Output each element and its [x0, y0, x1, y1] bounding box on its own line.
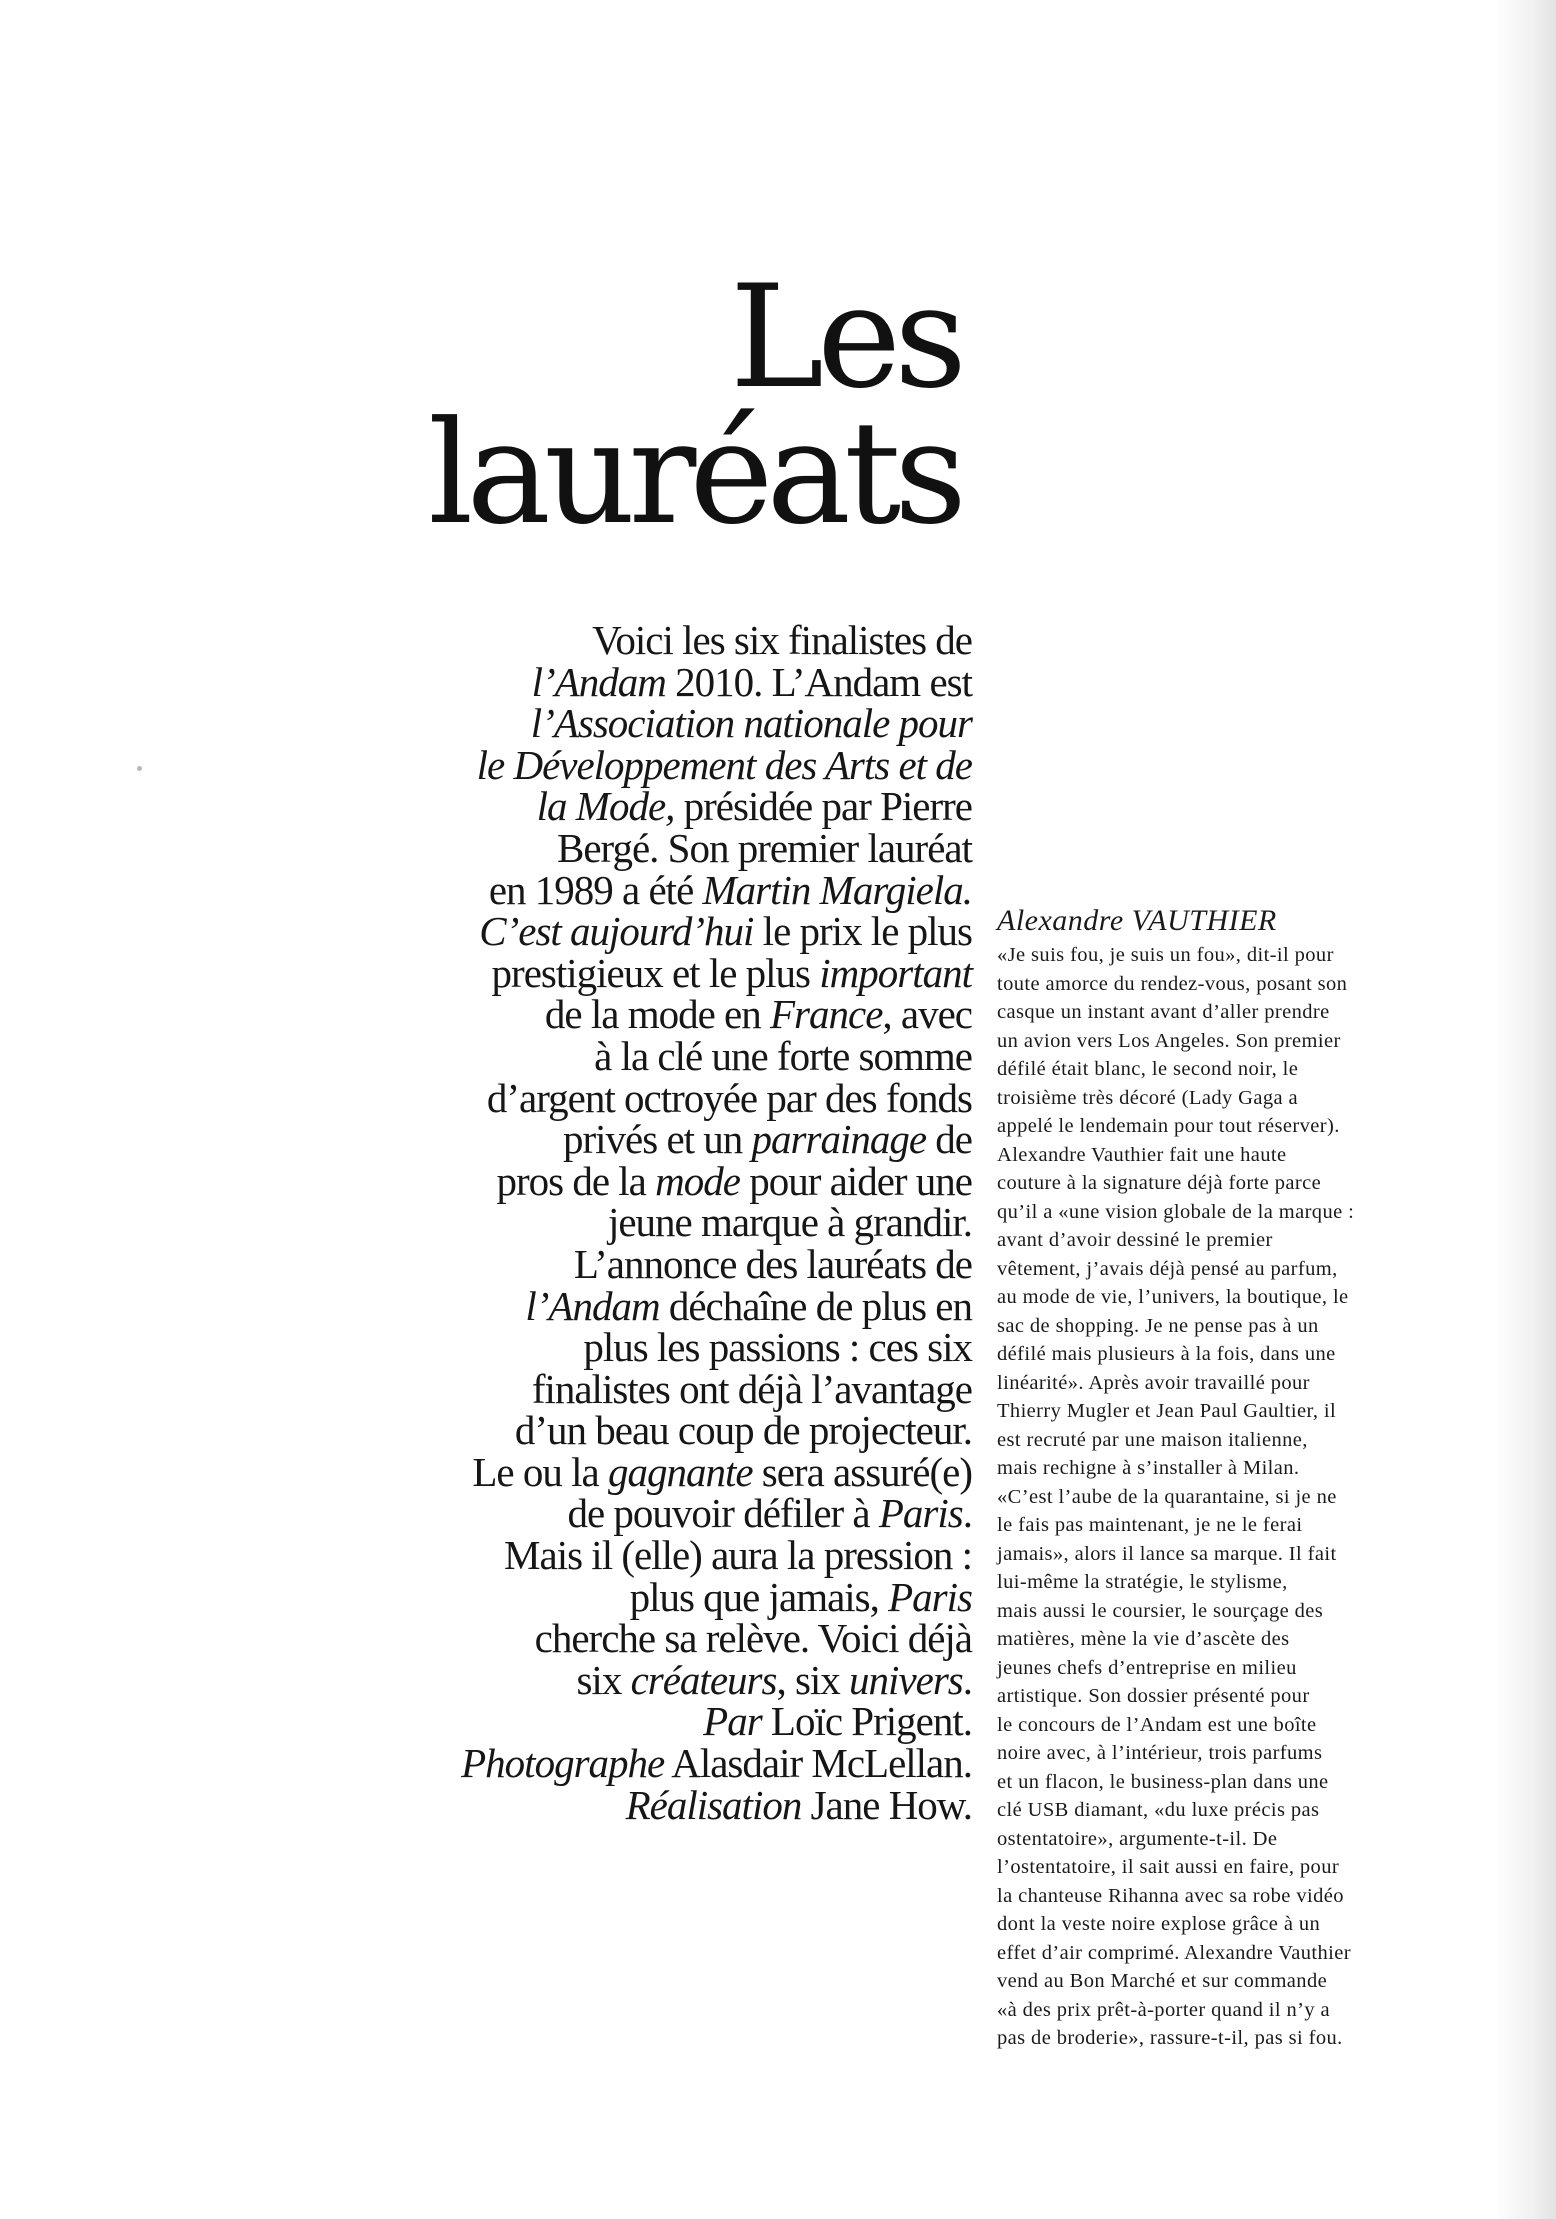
intro-line [300, 1032, 972, 1079]
intro-text-run: d’un beau coup de projecteur. [514, 1407, 972, 1454]
intro-line [300, 1448, 972, 1495]
intro-line [300, 658, 972, 705]
article-line: avant d’avoir dessiné le premier [997, 1229, 1273, 1251]
intro-line [300, 1282, 972, 1329]
article-line: mais rechigne à s’installer à Milan. [997, 1457, 1300, 1479]
intro-text-run: à la clé une forte somme [594, 1032, 972, 1079]
article-line: troisième très décoré (Lady Gaga a [997, 1086, 1299, 1109]
intro-line [300, 1740, 972, 1787]
intro-italic-run: Paris [888, 1573, 972, 1620]
intro-text-run: pour aider une [739, 1157, 972, 1204]
article-line: défilé était blanc, le second noir, le [997, 1058, 1299, 1080]
designer-name: Alexandre VAUTHIER [997, 904, 1277, 937]
article-line: ostentatoire», argumente-t-il. De [997, 1827, 1278, 1850]
article-line: qu’il a «une vision globale de la marque : [997, 1200, 1355, 1223]
intro-text-run: Bergé. Son premier lauréat [557, 824, 972, 871]
article-line: jamais», alors il lance sa marque. Il fait [997, 1542, 1337, 1565]
intro-italic-run: le Développement des Arts et de [476, 741, 972, 788]
article-line: noire avec, à l’intérieur, trois parfums [997, 1742, 1323, 1764]
intro-text-run: en 1989 a été [488, 866, 703, 913]
page-title [360, 255, 960, 556]
title-line-1: Les [729, 255, 960, 420]
article-line: vend au Bon Marché et sur commande [997, 1970, 1328, 1992]
intro-italic-run: Martin Margiela. [702, 866, 972, 913]
intro-line [300, 1573, 972, 1620]
intro-text-run: prestigieux et le plus [491, 949, 820, 996]
intro-line [300, 1199, 972, 1246]
article-line: sac de shopping. Je ne pense pas à un [997, 1314, 1319, 1337]
intro-text-run: , six [776, 1656, 850, 1703]
intro-text-run: plus que jamais, [629, 1573, 889, 1620]
intro-line [300, 1407, 972, 1454]
intro-italic-run: parrainage [751, 1116, 927, 1163]
intro-line [300, 1656, 972, 1703]
intro-line [300, 1116, 972, 1163]
article-line: appelé le lendemain pour tout réserver). [997, 1115, 1340, 1137]
article-line: pas de broderie», rassure-t-il, pas si fou. [997, 2027, 1343, 2049]
article-body [997, 941, 1437, 2053]
intro-line [300, 1240, 972, 1287]
intro-italic-run: créateurs [630, 1656, 777, 1703]
intro-text-run: finalistes ont déjà l’avantage [531, 1365, 972, 1412]
article-line: au mode de vie, l’univers, la boutique, le [997, 1286, 1349, 1308]
article-line: lui-même la stratégie, le stylisme, [997, 1571, 1288, 1593]
intro-line [300, 824, 972, 871]
intro-line [300, 617, 972, 663]
article-line: couture à la signature déjà forte parce [997, 1172, 1322, 1194]
intro-line [300, 866, 972, 913]
intro-line [300, 908, 972, 955]
intro-text-run: pros de la [496, 1157, 656, 1204]
intro-italic-run: l’Andam [525, 1282, 660, 1329]
intro-line [300, 700, 972, 747]
article-line: «à des prix prêt-à-porter quand il n’y a [997, 1998, 1331, 2021]
article-line: le fais pas maintenant, je ne le ferai [997, 1514, 1303, 1536]
intro-italic-run: mode [655, 1157, 740, 1204]
intro-text-run: Loïc Prigent. [761, 1698, 972, 1745]
intro-italic-run: Paris [878, 1490, 963, 1537]
intro-text-run: 2010. L’Andam est [665, 658, 972, 705]
intro-italic-run: Par [703, 1698, 762, 1745]
intro-italic-run: France [770, 991, 883, 1038]
intro-text-run: L’annonce des lauréats de [573, 1240, 972, 1287]
intro-text-run: de pouvoir défiler à [567, 1490, 879, 1537]
intro-line [300, 1698, 972, 1745]
article-line: vêtement, j’avais déjà pensé au parfum, [997, 1257, 1338, 1280]
intro-text-run: plus les passions : ces six [583, 1324, 972, 1371]
intro-line [300, 1532, 972, 1579]
intro-line [300, 1615, 972, 1662]
intro-line [300, 1324, 972, 1371]
intro-text-run: déchaîne de plus en [659, 1282, 972, 1329]
intro-italic-run: C’est aujourd’hui [479, 908, 754, 955]
article-line: jeunes chefs d’entreprise en milieu [997, 1656, 1297, 1679]
intro-line [300, 783, 972, 830]
intro-line [300, 1781, 972, 1828]
intro-italic-run: l’Andam [531, 658, 666, 705]
article-line: toute amorce du rendez-vous, posant son [997, 972, 1348, 995]
intro-line [300, 1074, 972, 1121]
article-line: un avion vers Los Angeles. Son premier [997, 1029, 1341, 1052]
article-line: «Je suis fou, je suis un fou», dit-il pour [997, 944, 1334, 966]
article-line: est recruté par une maison italienne, [997, 1428, 1308, 1451]
article-line: artistique. Son dossier présenté pour [997, 1685, 1310, 1707]
article-line: dont la veste noire explose grâce à un [997, 1913, 1321, 1935]
title-line-2: lauréats [427, 391, 960, 556]
intro-text-run: le prix le plus [753, 908, 972, 955]
intro-text-run: Jane How. [801, 1781, 972, 1828]
intro-text-run: présidée par Pierre [674, 783, 972, 830]
intro-italic-run: important [819, 949, 972, 996]
intro-italic-run: Réalisation [625, 1781, 802, 1828]
article-line: linéarité». Après avoir travaillé pour [997, 1371, 1310, 1394]
intro-text-run: . [962, 1656, 972, 1703]
intro-line [300, 1490, 972, 1537]
intro-text-run: de [926, 1116, 972, 1163]
article-line: Thierry Mugler et Jean Paul Gaultier, il [997, 1400, 1337, 1422]
article-line: matières, mène la vie d’ascète des [997, 1628, 1290, 1650]
article-line: clé USB diamant, «du luxe précis pas [997, 1799, 1320, 1821]
intro-italic-run: l’Association nationale pour [530, 700, 972, 747]
intro-text-run: Voici les six finalistes de [592, 617, 972, 663]
intro-text-run: sera assuré(e) [752, 1448, 972, 1495]
intro-text-run: , avec [882, 991, 972, 1038]
intro-paragraph [300, 617, 972, 1828]
intro-line [300, 991, 972, 1038]
article-line: casque un instant avant d’aller prendre [997, 1001, 1330, 1023]
article-line: mais aussi le coursier, le sourçage des [997, 1599, 1324, 1622]
intro-text-run: Alasdair McLellan. [664, 1740, 972, 1787]
article-line: la chanteuse Rihanna avec sa robe vidéo [997, 1884, 1344, 1907]
intro-italic-run: univers [849, 1656, 963, 1703]
paper-speck [137, 766, 142, 771]
intro-italic-run: gagnante [607, 1448, 753, 1495]
intro-text-run: d’argent octroyée par des fonds [486, 1074, 972, 1121]
designer-article [997, 903, 1437, 2053]
intro-line [300, 1157, 972, 1204]
article-line: défilé mais plusieurs à la fois, dans une [997, 1343, 1336, 1365]
intro-text-run: Le ou la [472, 1448, 608, 1495]
intro-text-run: privés et un [563, 1116, 752, 1163]
intro-line [300, 949, 972, 996]
intro-italic-run: la Mode, [536, 783, 675, 830]
article-line: effet d’air comprimé. Alexandre Vauthier [997, 1941, 1351, 1964]
intro-text-run: de la mode en [544, 991, 770, 1038]
intro-line [300, 741, 972, 788]
article-line: l’ostentatoire, il sait aussi en faire, pour [997, 1856, 1340, 1878]
article-line: «C’est l’aube de la quarantaine, si je ne [997, 1485, 1337, 1508]
article-line: et un flacon, le business-plan dans une [997, 1770, 1329, 1793]
article-line: le concours de l’Andam est une boîte [997, 1713, 1317, 1736]
intro-text-run: . [962, 1490, 972, 1537]
intro-text-run: cherche sa relève. Voici déjà [534, 1615, 972, 1662]
intro-text-run: Mais il (elle) aura la pression : [504, 1532, 972, 1579]
intro-text-run: jeune marque à grandir. [607, 1199, 972, 1246]
intro-italic-run: Photographe [461, 1740, 665, 1787]
intro-line [300, 1365, 972, 1412]
article-line: Alexandre Vauthier fait une haute [997, 1143, 1287, 1166]
intro-text-run: six [576, 1656, 631, 1703]
